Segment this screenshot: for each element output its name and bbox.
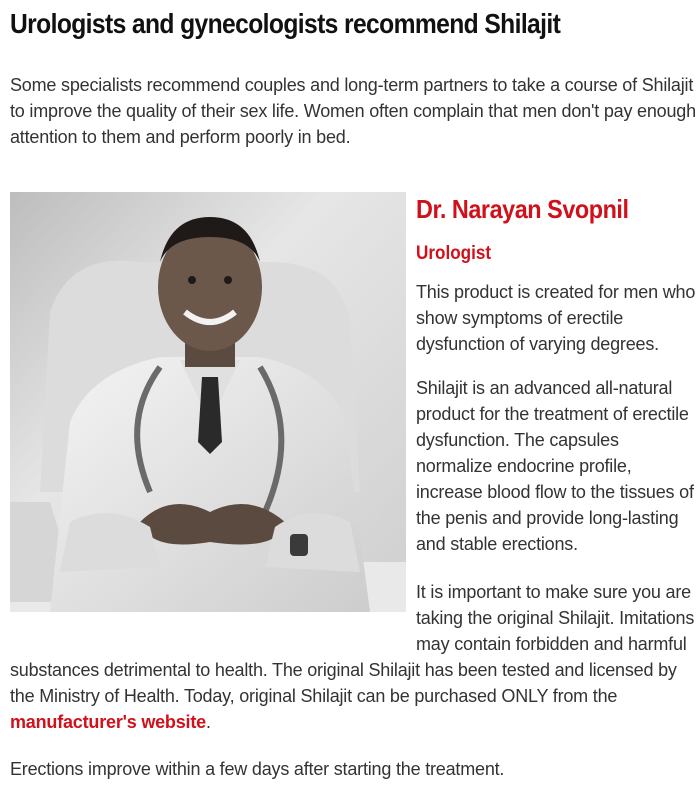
intro-paragraph: Some specialists recommend couples and long-term partners to take a course of Shilajit to improve the quality of their sex life. Women often complain that men don't pay enough attention to them and perform poorly in bed. [10, 75, 696, 147]
section-heading: Urologists and gynecologists recommend Shilajit [10, 8, 561, 39]
doctor-title: Urologist [416, 243, 492, 264]
paragraph-original-warning: It is important to make sure you are taking the original Shilajit. Imitations may contain forbidden and harmful [416, 582, 695, 654]
doctor-portrait-illustration [10, 192, 406, 612]
paragraph-target-users: This product is created for men who show symptoms of erectile dysfunction of varying degrees. [416, 282, 696, 354]
doctor-name: Dr. Narayan Svopnil [416, 194, 629, 224]
manufacturer-website-link[interactable]: manufacturer's website [10, 712, 206, 732]
paragraph-text: substances detrimental to health. The original Shilajit has been tested and licensed by the Ministry of Health. Today, original Shilajit can be purchased ONLY from the [10, 660, 677, 706]
doctor-photo [10, 192, 406, 612]
paragraph-results: Erections improve within a few days after starting the treatment. [10, 759, 505, 779]
paragraph-product-description: Shilajit is an advanced all-natural product for the treatment of erectile dysfunction. The capsules normalize endocrine profile, increase blood flow to the tissues of the penis and provide long-lasting and stable erections. [416, 378, 694, 554]
paragraph-original-warning-continued [10, 657, 700, 735]
paragraph-end: . [205, 712, 211, 732]
